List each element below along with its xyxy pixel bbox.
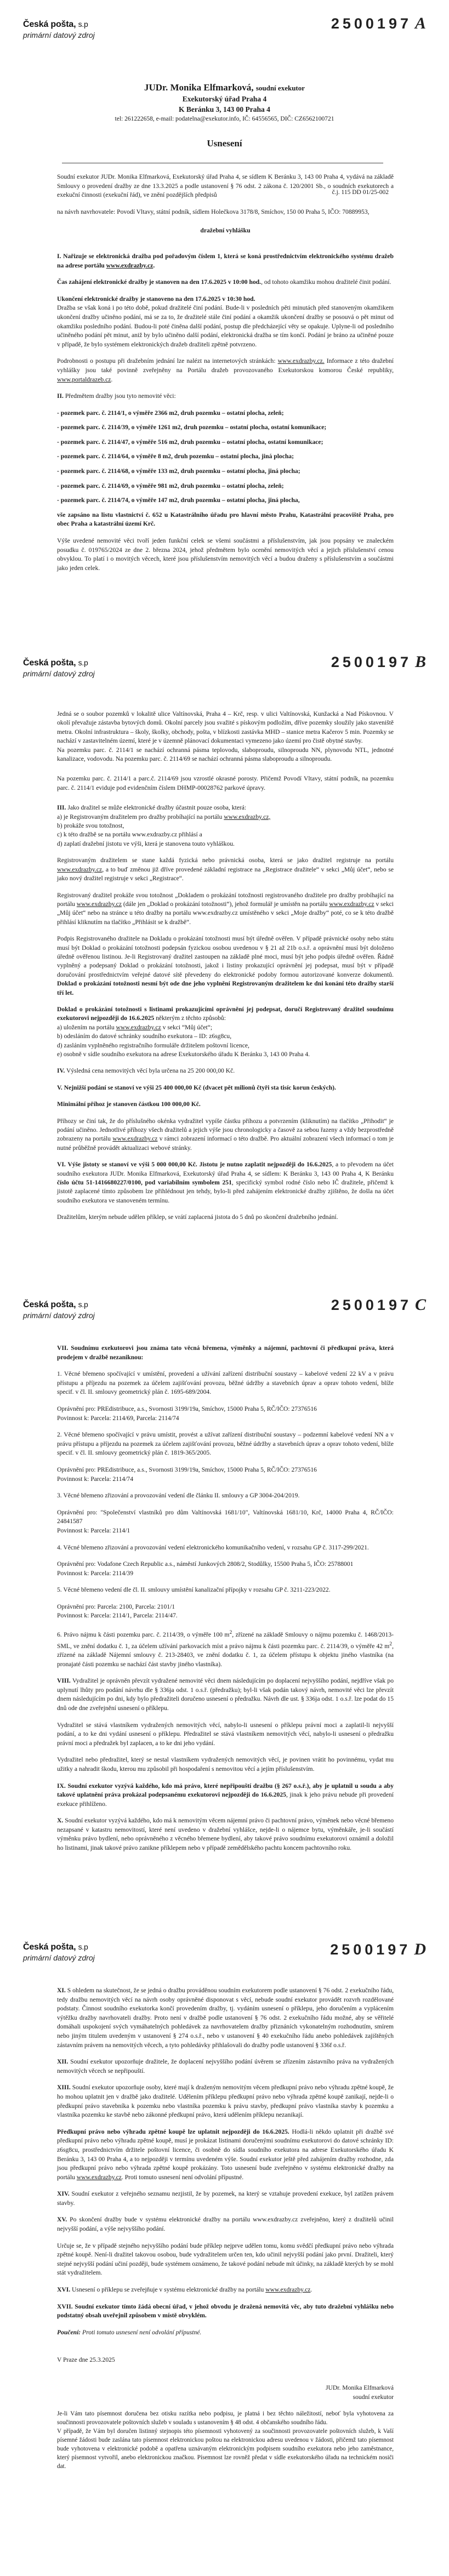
section-4: IV. Výsledná cena nemovitých věcí byla určena na 25 200 000,00 Kč.	[57, 1067, 235, 1075]
document-number	[331, 1296, 426, 1314]
document-number	[330, 1940, 426, 1959]
parcel-item: - pozemek parc. č. 2114/1, o výměře 2366 m2, druh pozemku – ostatní plocha, zeleň;	[57, 409, 284, 417]
section-1: I. Nařizuje se elektronická dražba pod pořadovým číslem 1, která se koná prostřednictvím elektronického systému dražeb na adrese portálu www.exdrazby.cz.	[57, 252, 394, 269]
notice-paragraph-1: Je-li Vám tato písemnost doručena bez otisku razítka nebo podpisu, je platná i bez těchto náležitostí, neboť byla vyhotovena za součinnosti provozovatele poštovních služeb v souladu s ustanovením § 48 odst. 4 občanského soudního řádu.	[57, 2410, 394, 2426]
executor-role: soudní exekutor	[255, 84, 305, 92]
section-subtitle: dražební vyhlášku	[200, 227, 251, 235]
page-mark: A	[414, 14, 426, 32]
doc-number: 2500197	[331, 1297, 412, 1313]
parcel-list	[57, 409, 394, 505]
postal-suffix: s.p	[78, 1300, 88, 1309]
applicant-paragraph: na návrh navrhovatele: Povodí Vltavy, státní podník, sídlem Holečkova 3178/8, Smíchov, 150 00 Praha 5, IČO: 70889953,	[57, 208, 370, 215]
letterhead	[0, 82, 449, 122]
tie-paragraph: Určuje se, že v případě stejného nejvyššího podání bude příklep nejprve udělen tomu, komu svědčí předkupní právo nebo výhrada zpětné koupě. Není-li dražitel takovou osobou, bude vydražitelem určen ten, kdo učinil nejvyšší podání jako první. Dražiteli, který stejné nejvyšší podání učiní později, bude systémem oznámeno, že takové podání nebude mít účinky, na základě kterých by se mohl stát vydražitelem.	[57, 2242, 394, 2277]
postal-suffix: s.p	[78, 1942, 88, 1951]
postal-subtitle: primární datový zdroj	[23, 1311, 95, 1320]
exdrazby-link[interactable]: www.exdrazby.cz	[76, 900, 122, 908]
postal-name: Česká pošta,	[23, 658, 76, 668]
easement-5-parties: Oprávnění pro: Parcela: 2100, Parcela: 2101/1 Povinnost k: Parcela: 2114/1, Parcela: 2114/47.	[57, 1603, 178, 1620]
easement-1: 1. Věcné břemeno spočívající v umístění, provedení a užívání zařízení distribuční soustavy – kabelové vedení 22 kV a v právu přístupu a příjezdu na pozemek za účelem zajišťování provozu, běžné údržby a stavebních úprav a oprav tohoto vedení, blíže specif. v čl. II. smlouvy geometrický plán č. 1695-689/2004.	[57, 1370, 394, 1396]
easement-5: 5. Věcné břemeno vedení dle čl. II. smlouvy umístění kanalizační přípojky v rozsahu GP č. 3211-223/2022.	[57, 1586, 331, 1594]
zones-paragraph: Na pozemku parc. č. 2114/1 se nachází ochranná pásma teplovodu, slaboproudu, silnoproudu NN, plynovodu NTL, jednotné kanalizace, vodovodu. Na pozemku parc. č. 2114/69 se nachází ochranná pásma slaboproudu a silnoproudu.	[57, 746, 394, 763]
easement-2-parties: Oprávnění pro: PREdistribuce, a.s., Svornosti 3199/19a, Smíchov, 15000 Praha 5, RČ/IČO: 27376516 Povinnost k: Parcela: 2114/74	[57, 1466, 317, 1483]
page-mark: C	[414, 1296, 426, 1314]
document-page-4	[0, 1918, 449, 2576]
office-address: K Beránku 3, 143 00 Praha 4	[179, 105, 270, 113]
start-paragraph: Čas zahájení elektronické dražby je stanoven na den 17.6.2025 v 10:00 hod., od tohoto okamžiku mohou dražitelé činit podání.	[57, 278, 391, 286]
vegetation-paragraph: Na pozemku parc. č. 2114/1 a parc.č. 2114/69 jsou vzrostlé okrasné porosty. Přičemž Povodí Vltavy, státní podník, na pozemku parc. č. 2114/1 eviduje pod evidenčním číslem DHMP-00028762 parkové úpravy.	[57, 775, 394, 791]
postal-name: Česká pošta,	[23, 1942, 76, 1952]
section-6: VI. Výše jistoty se stanoví ve výši 5 000 000,00 Kč. Jistotu je nutno zaplatit nejpozději do 16.6.2025, a to převodem na účet soudního exekutora JUDr. Monika Elfmarková, Exekutorský úřad Praha 4, se sídlem: K Beránku 3, 143 00 Praha 4, K Beránku číslo účtu 51-1416680227/0100, pod variabilním symbolem 251, specifický symbol rodné číslo nebo IČ dražitele, přičemž k jistotě zaplacené tímto způsobem lze přihlédnout jen tehdy, bylo-li před zahájením elektronické dražby zjištěno, že došla na účet soudního exekutora ve stanoveném termínu.	[57, 1161, 394, 1204]
portaldrazeb-link[interactable]: www.portaldrazeb.cz	[57, 375, 111, 383]
document-page-3	[0, 1277, 449, 1918]
postal-stamp	[23, 20, 95, 39]
exdrazby-link[interactable]: www.exdrazby.cz.	[277, 357, 325, 365]
exdrazby-link[interactable]: www.exdrazby.cz	[265, 2286, 311, 2294]
document-title: Usnesení	[207, 138, 242, 149]
details-paragraph: Podrobnosti o postupu při dražebním jednání lze nalézt na internetových stránkách: www.exdrazby.cz. Informace z této dražební vyhlášky jsou také povinně zveřejněny na Portálu dražeb provozovaného Exekutorskou komorou České republiky, www.portaldrazeb.cz.	[57, 357, 394, 383]
easement-3: 3. Věcné břemeno zřizování a provozování vedení dle článku II. smlouvy a GP 3004-204/2019.	[57, 1492, 300, 1500]
document-number	[331, 14, 426, 33]
section-7: VII. Soudnímu exekutorovi jsou známa tato věcná břemena, výměnky a nájemní, pachtovní či předkupní práva, která prodejem v dražbě nezaniknou:	[57, 1344, 394, 1361]
place-date: V Praze dne 25.3.2025	[57, 2356, 115, 2364]
parcel-item: - pozemek parc. č. 2114/69, o výměře 981 m2, druh pozemku – ostatní plocha, zeleň;	[57, 482, 284, 489]
page-3-body	[57, 1344, 394, 1861]
exdrazby-link[interactable]: www.exdrazby.cz	[106, 261, 154, 269]
page-4-body	[57, 1986, 394, 2478]
parcel-item: - pozemek parc. č. 2114/74, o výměře 147 m2, druh pozemku – ostatní plocha, jiná plocha,	[57, 497, 300, 504]
exdrazby-link[interactable]: www.exdrazby.cz	[329, 900, 374, 908]
postal-stamp	[23, 1942, 95, 1962]
reference-number: č.j. 115 DD 01/25-002	[332, 189, 389, 196]
signature-block	[57, 2384, 394, 2402]
page-mark: B	[414, 653, 426, 671]
exdrazby-link[interactable]: www.exdrazby.cz	[76, 2173, 122, 2181]
section-13: XIII. Soudní exekutor upozorňuje osoby, které mají k draženým nemovitým věcem předkupní právo nebo výhradu zpětné koupě, že ho mohou uplatnit jen v dražbě jako dražitelé. Udělením příklepu předkupní právo nebo výhrada zpětné koupě zanikají, nejde-li o předkupní právo stavebníka k pozemku nebo vlastníka pozemku k právu stavby, předkupní právo vlastníka stavby k pozemku a vlastníka pozemku ke stavbě nebo zákonné předkupní právo, která udělením příklepu nezanikají.	[57, 2084, 394, 2119]
section-16: XVI. Usnesení o příklepu se zveřejňuje v systému elektronické dražby na portálu www.exdrazby.cz.	[57, 2286, 312, 2294]
section-14: XIV. Soudní exekutor z veřejného seznamu nezjistil, že by pozemek, na který se vztahuje provedení exekuce, byl zatížen právem stavby.	[57, 2190, 394, 2207]
parcel-item: - pozemek parc. č. 2114/39, o výměře 1261 m2, druh pozemku – ostatní plocha, ostatní komunikace;	[57, 424, 327, 431]
registration-paragraph: Registrovaným dražitelem se stane každá fyzická nebo právnická osoba, která se jako dražitel registruje na portálu www.exdrazby.cz, a to buď změnou již dříve provedené základní registrace na „Registrace dražitele“ v sekci „Můj účet“, nebo se jako nový dražitel registruje v sekci „Registrace“.	[57, 857, 394, 882]
section-5: V. Nejnižší podání se stanoví ve výši 25 400 000,00 Kč (dvacet pět milionů čtyři sta tisíc korun českých).	[57, 1084, 336, 1091]
parcel-item: - pozemek parc. č. 2114/47, o výměře 516 m2, druh pozemku – ostatní plocha, ostatní komunikace;	[57, 438, 323, 446]
postal-name: Česká pošta,	[23, 20, 76, 29]
page-1-body	[57, 173, 394, 580]
parcel-item: - pozemek parc. č. 2114/68, o výměře 133 m2, druh pozemku – ostatní plocha, jiná plocha;	[57, 468, 300, 475]
signature-role: soudní exekutor	[353, 2393, 394, 2401]
notice-paragraph-2: V případě, že Vám byl doručen listinný stejnopis této písemnosti vyhotovený za součinnosti provozovatele poštovních služeb, k Vaší písemné žádosti bude zaslána tato písemnost elektronickou poštou na elektronickou adresu uvedenou v žádosti, přičemž tato písemnost bude vyhotovena v elektronické podobě a opatřena uznávaným elektronickým podpisem soudního exekutora nebo jeho zaměstnance, který písemnost vytvořil, anebo elektronickou značkou. Písemnost lze rovněž předat v sídle exekutorského úřadu na technickém nosiči dat.	[57, 2428, 394, 2470]
minimum-bid: Minimální příhoz je stanoven částkou 100 000,00 Kč.	[57, 1101, 201, 1108]
easement-2: 2. Věcné břemeno spočívající v právu umístit, provést a užívat zařízení distribuční soustavy – podzemní kabelové vedení NN a v právu přístupu a příjezdu na pozemek za účelem zajišťování provozu, běžné údržby a stavebních úprav a oprav tohoto vedení, blíže specif. v čl. II. smlouvy geometrický plán č. 1819-365/2005.	[57, 1431, 394, 1457]
easement-4-parties: Oprávnění pro: Vodafone Czech Republic a.s., náměstí Junkových 2808/2, Stodůlky, 15500 Praha 5, IČO: 25788001 Povinnost k: Parcela: 2114/39	[57, 1560, 354, 1577]
section-8: VIII. Vydražitel je oprávněn převzít vydražené nemovité věci dnem následujícím po doplacení nejvyššího podání, nejdříve však po uplynutí lhůty pro podání návrhu dle § 336ja odst. 1 o.s.ř. (předražku); byl-li však podán takový návrh, nemovité věci lze převzít dnem následujícím po dni, kdy bylo předražiteli doručeno usnesení o předražku. Návrh dle ust. § 336ja odst. 1 o.s.ř. lze podat do 15 dnů ode dne zveřejnění usnesení o příklepu.	[57, 1677, 394, 1712]
page-mark: D	[414, 1940, 426, 1958]
section-10: X. Soudní exekutor vyzývá každého, kdo má k nemovitým věcem nájemní právo či pachtovní právo, výměnek nebo věcné břemeno nezapsané v katastru nemovitostí, které není uvedeno v dražební vyhlášce, nejde-li o nájemce bytu, výměnkáře, je-li součástí výměnku právo bydlení, nebo oprávněného z věcného břemene bydlení, aby takové právo soudnímu exekutorovi oznámil a doložil ho listinami, jinak takové právo zanikne příklepem nebo v případě zemědělského pachtu koncem pachtovního roku.	[57, 1817, 394, 1852]
section-11: XI. S ohledem na skutečnost, že se jedná o dražbu prováděnou soudním exekutorem podle ustanovení § 76 odst. 2 exekučního řádu, tedy dražbu nemovitých věcí na návrh osoby oprávněné disponovat s věcí, nebude soudní exekutor provádět rozvrh rozdělované podstaty. Činnost soudního exekutorka končí provedením dražby, tj. vydáním usnesení o příklepu, jeho doručením a vyplácením výtěžku dražby navrhovateli dražby. Proto není v dražbě podle ustanovení § 76 odst. 2 exekučního řádu možné, aby se věřitelé domáhali uspokojení svých vymáhatelných pohledávek za navrhovatelem dražby přiznáních vykonatelným rozhodnutím, smírem nebo jiným titulem uvedeným v ustanovení § 274 o.s.ř., nebo v ustanovení § 40 exekučního řádu anebo pohledávek zajištěných zástavním právem na nemovitých věcech, a tyto pohledávky přihlašovali do dražby podle ustanovení § 336f o.s.ř.	[57, 1987, 394, 2049]
doc-number: 2500197	[330, 1941, 411, 1958]
doc-number: 2500197	[331, 654, 412, 670]
doc-number: 2500197	[331, 15, 412, 32]
section-12: XII. Soudní exekutor upozorňuje dražitele, že doplacení nejvyššího podání úvěrem se zřízením zástavního práva na vydražených nemovitých věcech se nepřipouští.	[57, 2058, 394, 2075]
postal-stamp	[23, 1300, 95, 1320]
preemption-paragraph: Předkupní právo nebo výhradu zpětné koupě lze uplatnit nejpozději do 16.6.2025. Hodlá-li někdo uplatnit při dražbě své předkupní právo nebo výhradu zpětné koupě, musí je prokázat listinami doručenými soudnímu exekutorovi do datové schránky ID: z6sg8cu, prostřednictvím držitele poštovní licence, či osobně do sídla soudního exekutora na adrese Exekutorského úřadu K Beránku 3, 143 00 Praha 4, a to nejpozději v termínu uvedeném výše. Soudní exekutor ještě před zahájením dražby rozhodne, zda jsou předkupní právo nebo výhrada zpětné koupě prokázány. Toto usnesení bude zveřejněno v systému elektronické dražby na portálu www.exdrazby.cz. Proti tomuto usnesení není odvolání přípustné.	[57, 2128, 394, 2181]
office-name: Exekutorský úřad Praha 4	[182, 95, 267, 103]
identity-paragraph: Registrovaný dražitel prokáže svou totožnost „Dokladem o prokázání totožnosti registrovaného dražitele pro dražby probíhající na portálu www.exdrazby.cz (dále jen „Doklad o prokázání totožnosti“), jehož formulář je umístěn na portálu www.exdrazby.cz v sekci „Můj účet“ nebo na stránce u této dražby na portálu www.exdrazby.cz umístěného v sekci „Moje dražby“ poté, co se k této dražbě přihlásí kliknutím na tlačítko „Přihlásit se k dražbě“.	[57, 891, 394, 926]
document-number	[331, 653, 426, 671]
section-9: IX. Soudní exekutor vyzývá každého, kdo má právo, které nepřipouští dražbu (§ 267 o.s.ř.), aby je uplatnil u soudu a aby takové uplatnění práva prokázal podepsanému exekutorovi nejpozději do 16.6.2025, jinak k jeho právu nebude při provedení exekuce přihlíženo.	[57, 1782, 394, 1808]
office-contacts: tel: 261222658, e-mail: podatelna@exekutor.info, IČ: 64556565, DIČ: CZ6562100721	[115, 116, 334, 122]
return-paragraph: Vydražitel nebo předražitel, který se nestal vlastníkem vydražených nemovitých věcí, je povinen vrátit ho povinnému, vydat mu užitky a nahradit škodu, kterou mu způsobil při hospodaření s nemovitou věcí a jejím příslušenstvím.	[57, 1756, 394, 1773]
end-paragraph: Ukončení elektronické dražby je stanoveno na den 17.6.2025 v 10:30 hod. Dražba se však koná i po této době, pokud dražitelé činí podání. Bude-li v posledních pěti minutách před stanoveným okamžikem ukončení dražby učiněno podání, má se za to, že dražitelé stále činí podání a okamžik ukončení dražby se posouvá o pět minut od okamžiku posledního podání. Budou-li poté činěna další podání, postup dle předcházející věty se opakuje. Uplyne-li od posledního učiněného podání pět minut, aniž by bylo učiněno další podání, elektronická dražba se tím končí. Podání je bráno za učiněné pouze v případě, že bylo systémem elektronických dražeb dražiteli zpětně potvrzeno.	[57, 295, 394, 348]
easement-4: 4. Věcné břemeno zřizování a provozování vedení elektronického komunikačního vedení, v rozsahu GP č. 3117-299/2021.	[57, 1543, 369, 1551]
parcel-item: - pozemek parc. č. 2114/64, o výměře 8 m2, druh pozemku – ostatní plocha, jiná plocha;	[57, 453, 294, 460]
postal-subtitle: primární datový zdroj	[23, 669, 95, 678]
section-15: XV. Po skončení dražby bude v systému elektronické dražby na portálu www.exdrazby.cz zveřejněno, který z dražitelů učinil nejvyšší podání, a výše nejvyššího podání.	[57, 2216, 394, 2233]
exdrazby-link[interactable]: www.exdrazby.cz	[57, 865, 103, 873]
locality-paragraph: Jedná se o soubor pozemků v lokalitě ulice Valtínovská, Praha 4 – Krč, resp. v ulici Valtínovská, Kunžacká a Nad Pískovnou. V okolí převažuje zástavba bytových domů. Okolní parcely jsou svažité s pískovým podložím, dříve pozemky sloužily jako staveniště metra. Okolní infrastruktura – školy, školky, obchody, pošta, v blízkosti zastávka MHD – stanice metra Kačerov 5 min. Pozemky se nachází v zastavitelném území, které je v územně plánovací dokumentaci vymezeno jako území pro čistě obytné stavby.	[57, 710, 394, 745]
easement-3-parties: Oprávnění pro: "Společenství vlastníků pro dům Valtínovská 1681/10", Valtínovská 1681/10, Krč, 14000 Praha 4, RČ/IČO: 24841587 Povinnost k: Parcela: 2114/1	[57, 1508, 394, 1534]
cadastre-paragraph: vše zapsáno na listu vlastnictví č. 652 u Katastrálního úřadu pro hlavní město Prahu, Katastrální pracoviště Praha, pro obec Praha a katastrální území Krč.	[57, 511, 394, 528]
section-2: II. Předmětem dražby jsou tyto nemovité věci:	[57, 392, 176, 400]
exdrazby-link[interactable]: www.exdrazby.cz,	[224, 813, 271, 820]
signature-paragraph: Podpis Registrovaného dražitele na Dokladu o prokázání totožnosti musí být úředně ověřen. V případě právnické osoby nebo státu musí být Doklad o prokázání totožnosti podepsán fyzickou osobou uvedenou v § 21 až 21b o.s.ř. a oprávnění musí být doloženo úředně ověřenou listinou. Je-li Registrovaný dražitel zastoupen na základě plné moci, musí být jeho podpis úředně ověřen. Řádně vyplněný a podepsaný Doklad o prokázání totožnosti, jakož i listiny prokazující oprávnění jej podepsat, musí být v případě doručování prostřednictvím veřejné datové sítě převedeny do elektronické podoby formou autorizované konverze dokumentů. Doklad o prokázání totožnosti nesmí být ode dne jeho vyplnění Registrovaným dražitelem ke dni konání této dražby starší tří let.	[57, 935, 394, 996]
executor-name: JUDr. Monika Elfmarková,	[144, 82, 254, 93]
section-3: III. Jako dražitel se může elektronické dražby účastnit pouze osoba, která: a) je Registrovaným dražitelem pro dražby probíhající na portálu www.exdrazby.cz, b) prokáže svou totožnost, c) k této dražbě se na portálu www.exdrazby.cz přihlásí a d) zaplatí dražební jistotu ve výši, která je stanovena touto vyhláškou.	[57, 804, 271, 847]
easement-1-parties: Oprávnění pro: PREdistribuce, a.s., Svornosti 3199/19a, Smíchov, 15000 Praha 5, RČ/IČO: 27376516 Povinnost k: Parcela: 2114/69, Parcela: 2114/74	[57, 1405, 317, 1422]
section-17: XVII. Soudní exekutor tímto žádá obecní úřad, v jehož obvodu je dražená nemovitá věc, aby tuto dražební vyhlášku nebo podstatný obsah uveřejnil způsobem v místě obvyklém.	[57, 2303, 394, 2319]
lease-rights: 6. Právo nájmu k části pozemku parc. č. 2114/39, o výměře 100 $m^2$, zřízené na základě Smlouvy o nájmu pozemku č. 1468/2013-SML, ve znění dodatku č. 1, za účelem užívání parkovacích míst a právo nájmu k části pozemku parc. č. 2114/39, o výměře 42 $m^2$, zřízené na základě Nájemní smlouvy č. 213-28403, ve znění dodatku č. 1, za účelem přístupu k objektu jiného vlastníka (na pronajaté části pozemku se nachází část stavby jiného vlastníka).	[57, 1629, 394, 1668]
instruction: Poučení: Proti tomuto usnesení není odvolání přípustné.	[57, 2328, 202, 2336]
document-page-2	[0, 639, 449, 1277]
intro-paragraph: Soudní exekutor JUDr. Monika Elfmarková, Exekutorský úřad Praha 4, se sídlem K Beránku 3, 143 00 Praha 4, vydává na základě Smlouvy o provedení dražby ze dne 13.3.2025 a podle ustanovení § 76 odst. 2 zákona č. 120/2001 Sb., o soudních exekutorech a exekuční činnosti (exekuční řád), ve znění pozdějších předpisů	[57, 173, 394, 199]
postal-suffix: s.p	[78, 658, 88, 667]
delivery-paragraph: Doklad o prokázání totožnosti s listinami prokazujícími oprávnění jej podepsat, doručí Registrovaný dražitel soudnímu exekutorovi nejpozději do 16.6.2025 některým z těchto způsobů: a) uložením na portálu www.exdrazby.cz v sekci “Můj účet“; b) odesláním do datové schránky soudního exekutora – ID: z6sg8cu, d) zasláním vyplněného registračního formuláře držitelem poštovní licence, e) osobně v sídle soudního exekutora na adrese Exekutorského úřadu K Beránku 3, 143 00 Praha 4.	[57, 1005, 394, 1058]
document-page-1	[0, 0, 449, 639]
postal-stamp	[23, 658, 95, 678]
exdrazby-link[interactable]: www.exdrazby.cz	[112, 1135, 158, 1143]
postal-name: Česká pošta,	[23, 1300, 76, 1309]
page-2-body	[57, 710, 394, 1230]
postal-suffix: s.p	[78, 20, 88, 29]
postal-subtitle: primární datový zdroj	[23, 1953, 95, 1962]
postal-subtitle: primární datový zdroj	[23, 31, 95, 39]
unit-paragraph: Výše uvedené nemovité věci tvoří jeden funkční celek se všemi součástmi a příslušenstvím, jak jsou popsány ve znaleckém posudku č. 019765/2024 ze dne 2. března 2024, jehož předmětem bylo ocenění nemovitých věcí a jejich příslušenství cenou obvyklou. To platí i o movitých věcech, které jsou příslušenstvím nemovitých věcí a budou draženy s příslušenstvím a součástmi jako jeden celek.	[57, 537, 394, 572]
refund-paragraph: Dražitelům, kterým nebude udělen příklep, se vrátí zaplacená jistota do 5 dnů po skončení dražebního jednání.	[57, 1213, 338, 1221]
ownership-paragraph: Vydražitel se stává vlastníkem vydražených nemovitých věcí, nabylo-li usnesení o příklepu právní moci a zaplatil-li nejvyšší podání, a to ke dni vydání usnesení o příklepu. Předražitel se stává vlastníkem nemovitých věcí, nabylo-li usnesení o předražku právní moci a předražek byl zaplacen, a to ke dni jeho vydání.	[57, 1721, 394, 1747]
signature-name: JUDr. Monika Elfmarková	[326, 2384, 394, 2391]
exdrazby-link[interactable]: www.exdrazby.cz	[116, 1023, 161, 1031]
bids-paragraph: Příhozy se činí tak, že do příslušného okénka vydražitel vypíše částku příhozu a potvrzením (kliknutím) na tlačítko „Přihodit“ je podání učiněno. Jednotlivé příhozy všech dražitelů a jejich výše jsou chronologicky a časově za sebou řazeny a vždy bezprostředně zobrazeny na portálu www.exdrazby.cz v rámci zobrazení informací o této dražbě. Pro aktuální zobrazení všech informací o tom je nutné průběžně provádět aktualizaci webové stránky.	[57, 1117, 394, 1152]
